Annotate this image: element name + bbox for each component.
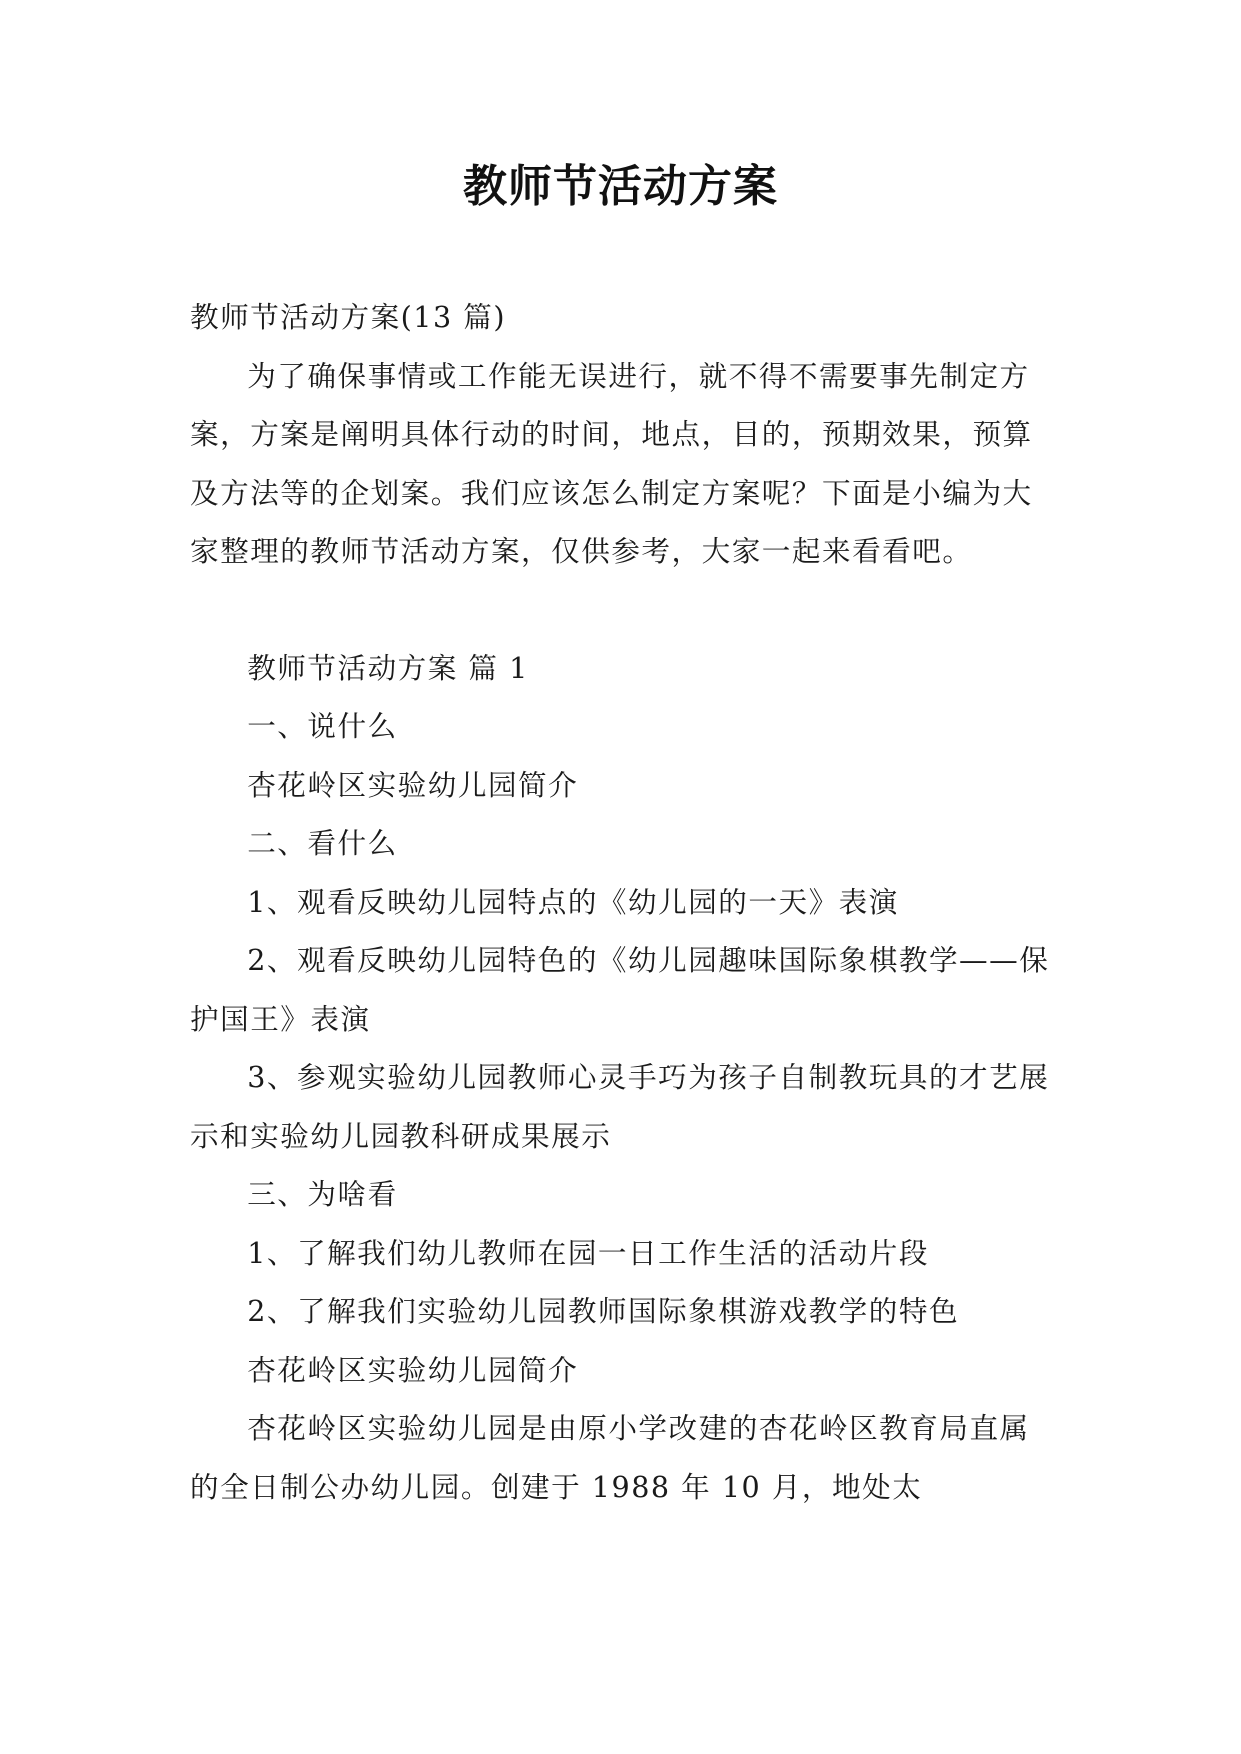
paragraph: 1、观看反映幼儿园特点的《幼儿园的一天》表演 bbox=[247, 884, 899, 919]
intro-paragraph: 为了确保事情或工作能无误进行，就不得不需要事先制定方案，方案是阐明具体行动的时间，地点，目的，预期效果，预算及方法等的企划案。我们应该怎么制定方案呢？下面是小编为大家整理的教师节活动方案，仅供参考，大家一起来看看吧。 bbox=[190, 358, 1033, 568]
paragraph: 二、看什么 bbox=[247, 826, 398, 860]
document-body bbox=[190, 288, 1055, 1516]
paragraph: 2、观看反映幼儿园特色的《幼儿园趣味国际象棋教学——保护国王》表演 bbox=[190, 943, 1050, 1036]
paragraph: 一、说什么 bbox=[247, 709, 398, 743]
paragraph: 3、参观实验幼儿园教师心灵手巧为孩子自制教玩具的才艺展示和实验幼儿园教科研成果展示 bbox=[190, 1060, 1050, 1153]
paragraph: 2、了解我们实验幼儿园教师国际象棋游戏教学的特色 bbox=[247, 1294, 960, 1328]
document-subtitle: 教师节活动方案(13 篇) bbox=[190, 300, 507, 334]
section-gap bbox=[190, 581, 1055, 639]
section-heading: 教师节活动方案 篇 1 bbox=[247, 650, 529, 685]
document-title: 教师节活动方案 bbox=[463, 161, 778, 212]
paragraph: 1、了解我们幼儿教师在园一日工作生活的活动片段 bbox=[247, 1235, 929, 1270]
paragraph: 杏花岭区实验幼儿园简介 bbox=[247, 1352, 579, 1387]
paragraph: 三、为啥看 bbox=[247, 1177, 398, 1211]
paragraph: 杏花岭区实验幼儿园简介 bbox=[247, 767, 579, 802]
paragraph: 杏花岭区实验幼儿园是由原小学改建的杏花岭区教育局直属的全日制公办幼儿园。创建于 1988 年 10 月，地处太 bbox=[190, 1411, 1030, 1504]
